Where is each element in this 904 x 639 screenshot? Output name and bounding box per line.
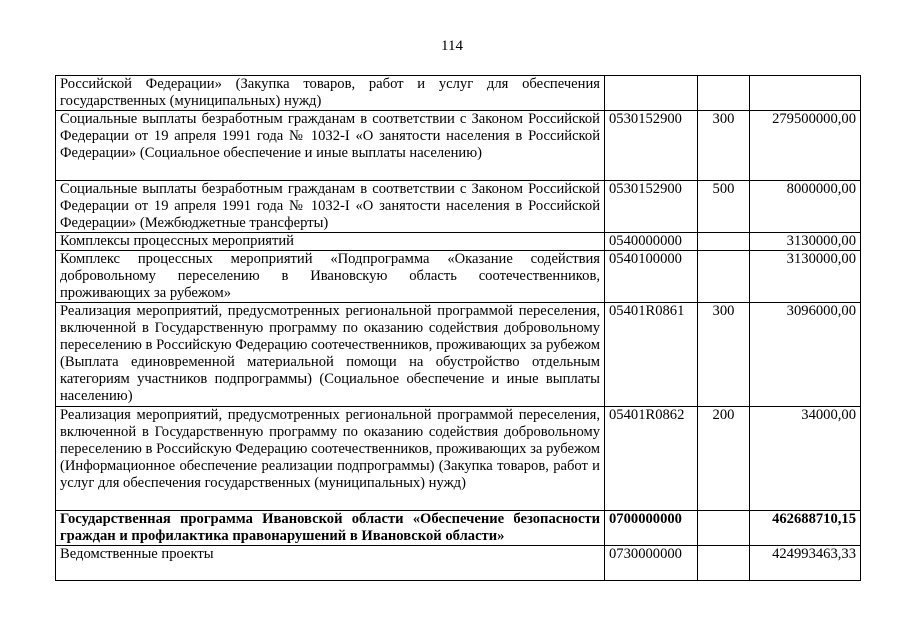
row-target-code: 0540000000: [605, 233, 698, 251]
row-description: Реализация мероприятий, предусмотренных региональной программой переселения, включенной в Государственную программу по оказанию содействия добровольному переселению в Российскую Федерацию соотечественников, проживающих за рубежом (Выплата единовременной материальной помощи на обустройство отдельным категориям участников подпрограммы) (Социальное обеспечение и иные выплаты населению): [56, 303, 605, 407]
table-row: [56, 407, 861, 511]
row-expense-type: [698, 233, 750, 251]
table-row: [56, 111, 861, 181]
row-amount: 3130000,00: [750, 251, 861, 303]
row-description: Комплексы процессных мероприятий: [56, 233, 605, 251]
row-amount: 424993463,33: [750, 546, 861, 581]
budget-table: [55, 75, 861, 581]
table-row-program: [56, 511, 861, 546]
page-number: 114: [441, 38, 463, 54]
row-expense-type: [698, 251, 750, 303]
row-expense-type: [698, 546, 750, 581]
row-amount: 3130000,00: [750, 233, 861, 251]
row-description: Реализация мероприятий, предусмотренных региональной программой переселения, включенной в Государственную программу по оказанию содействия добровольному переселению в Российскую Федерацию соотечественников, проживающих за рубежом (Информационное обеспечение реализации подпрограммы) (Закупка товаров, работ и услуг для обеспечения государственных (муниципальных) нужд): [56, 407, 605, 511]
table-row: [56, 251, 861, 303]
row-description: Ведомственные проекты: [56, 546, 605, 581]
table-row: [56, 233, 861, 251]
table-row: [56, 76, 861, 111]
row-amount: 3096000,00: [750, 303, 861, 407]
row-description: Государственная программа Ивановской области «Обеспечение безопасности граждан и профилактика правонарушений в Ивановской области»: [56, 511, 605, 546]
row-expense-type: 300: [698, 303, 750, 407]
row-expense-type: 200: [698, 407, 750, 511]
row-target-code: 0530152900: [605, 181, 698, 233]
row-expense-type: [698, 511, 750, 546]
row-target-code: 0700000000: [605, 511, 698, 546]
row-target-code: [605, 76, 698, 111]
row-amount: 8000000,00: [750, 181, 861, 233]
row-target-code: 0730000000: [605, 546, 698, 581]
row-expense-type: 500: [698, 181, 750, 233]
row-amount: 462688710,15: [750, 511, 861, 546]
row-target-code: 0540100000: [605, 251, 698, 303]
row-expense-type: 300: [698, 111, 750, 181]
row-description: Комплекс процессных мероприятий «Подпрограмма «Оказание содействия добровольному переселению в Ивановскую область соотечественников, проживающих за рубежом»: [56, 251, 605, 303]
row-description: Российской Федерации» (Закупка товаров, работ и услуг для обеспечения государственных (муниципальных) нужд): [56, 76, 605, 111]
row-amount: 34000,00: [750, 407, 861, 511]
row-description: Социальные выплаты безработным гражданам в соответствии с Законом Российской Федерации от 19 апреля 1991 года № 1032-I «О занятости населения в Российской Федерации» (Социальное обеспечение и иные выплаты населению): [56, 111, 605, 181]
table-row: [56, 546, 861, 581]
table-row: [56, 303, 861, 407]
table-row: [56, 181, 861, 233]
row-target-code: 05401R0861: [605, 303, 698, 407]
row-amount: [750, 76, 861, 111]
row-description: Социальные выплаты безработным гражданам в соответствии с Законом Российской Федерации от 19 апреля 1991 года № 1032-I «О занятости населения в Российской Федерации» (Межбюджетные трансферты): [56, 181, 605, 233]
row-target-code: 0530152900: [605, 111, 698, 181]
row-target-code: 05401R0862: [605, 407, 698, 511]
row-expense-type: [698, 76, 750, 111]
row-amount: 279500000,00: [750, 111, 861, 181]
